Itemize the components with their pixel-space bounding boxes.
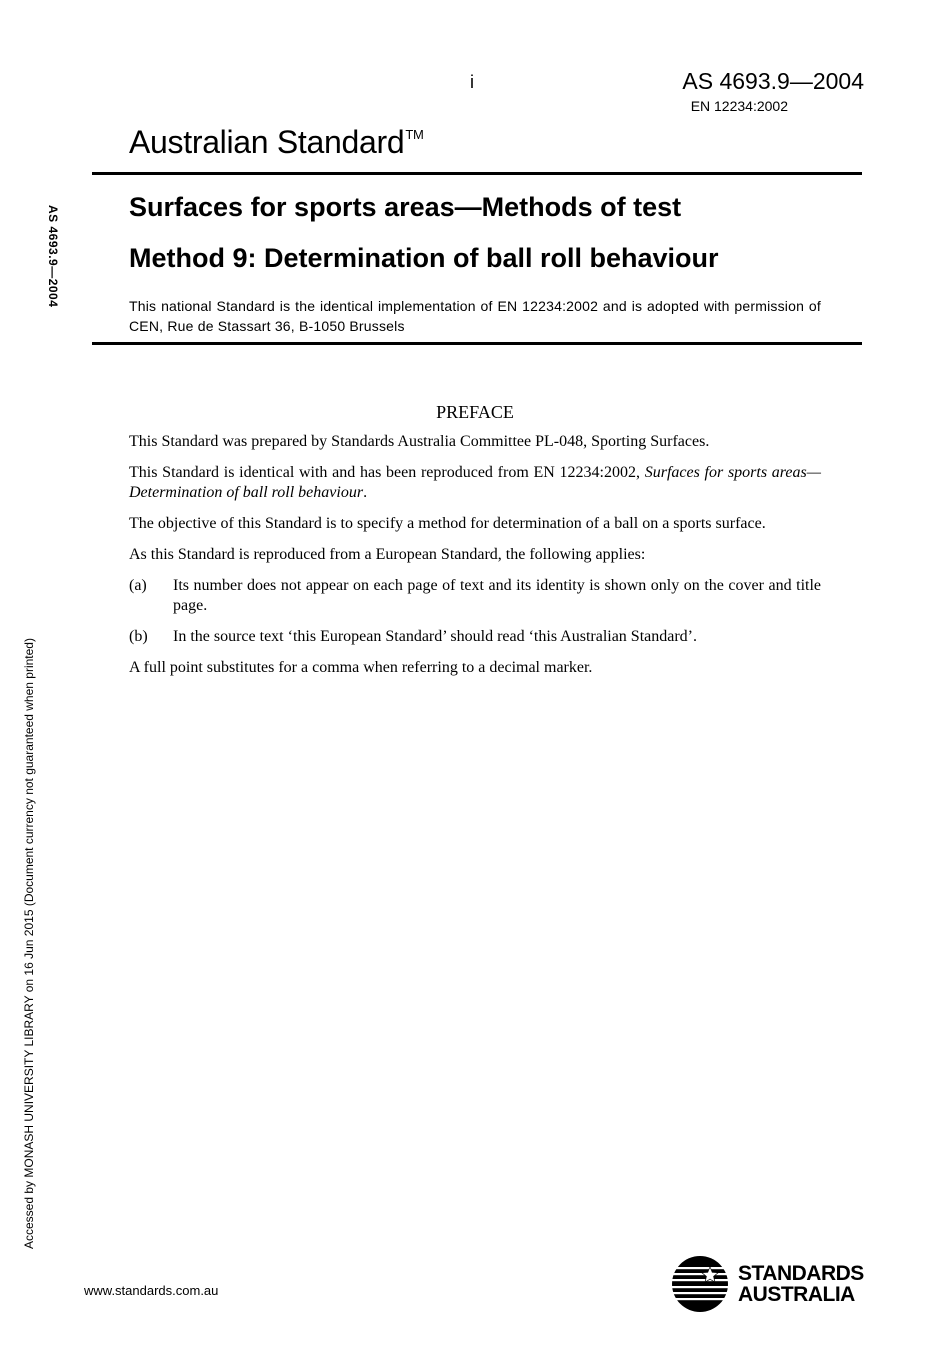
referenced-title: Surfaces for sports areas—Determination of ball roll behaviour bbox=[129, 464, 821, 501]
side-standard-code: AS 4693.9—2004 bbox=[46, 205, 60, 308]
list-label: (b) bbox=[129, 628, 148, 645]
southern-cross-star-icon bbox=[672, 1256, 728, 1312]
trademark-mark: TM bbox=[405, 127, 424, 142]
top-rule bbox=[92, 172, 862, 175]
preface-section bbox=[129, 402, 821, 689]
page-number: i bbox=[470, 72, 474, 92]
list-item bbox=[129, 627, 821, 647]
list-item bbox=[129, 576, 821, 616]
logo-line: AUSTRALIA bbox=[738, 1283, 855, 1306]
brand-title bbox=[129, 124, 424, 161]
preface-paragraph: The objective of this Standard is to specify a method for determination of a ball on a sports surface. bbox=[129, 515, 766, 532]
list-label: (a) bbox=[129, 577, 147, 594]
logo-line: STANDARDS bbox=[738, 1262, 864, 1285]
list-text: In the source text ‘this European Standard’ should read ‘this Australian Standard’. bbox=[173, 628, 698, 645]
adoption-note: This national Standard is the identical implementation of EN 12234:2002 and is adopted with permission of CEN, Rue de Stassart 36, B-1050 Brussels bbox=[129, 298, 821, 334]
method-title: Method 9: Determination of ball roll behaviour bbox=[129, 243, 719, 273]
document-title: Surfaces for sports areas—Methods of test bbox=[129, 192, 682, 222]
brand-name: Australian Standard bbox=[129, 124, 405, 160]
preface-paragraph: This Standard was prepared by Standards Australia Committee PL-048, Sporting Surfaces. bbox=[129, 433, 710, 450]
paragraph-text: This Standard is identical with and has been reproduced from EN 12234:2002, bbox=[129, 464, 645, 481]
preface-heading: PREFACE bbox=[436, 402, 514, 422]
website-url: www.standards.com.au bbox=[84, 1283, 219, 1298]
en-number: EN 12234:2002 bbox=[690, 98, 788, 114]
paragraph-text: . bbox=[363, 484, 368, 501]
preface-paragraph: As this Standard is reproduced from a European Standard, the following applies: bbox=[129, 546, 646, 563]
preface-paragraph bbox=[129, 463, 821, 503]
preface-paragraph: A full point substitutes for a comma when referring to a decimal marker. bbox=[129, 659, 593, 676]
bottom-rule bbox=[92, 342, 862, 345]
list-text: Its number does not appear on each page of text and its identity is shown only on the cover and title page. bbox=[173, 577, 821, 614]
standard-number: AS 4693.9—2004 bbox=[682, 68, 864, 94]
access-note: Accessed by MONASH UNIVERSITY LIBRARY on 16 Jun 2015 (Document currency not guaranteed when printed) bbox=[22, 638, 36, 1249]
logo-wordmark bbox=[738, 1263, 864, 1305]
standards-australia-logo bbox=[672, 1256, 864, 1312]
